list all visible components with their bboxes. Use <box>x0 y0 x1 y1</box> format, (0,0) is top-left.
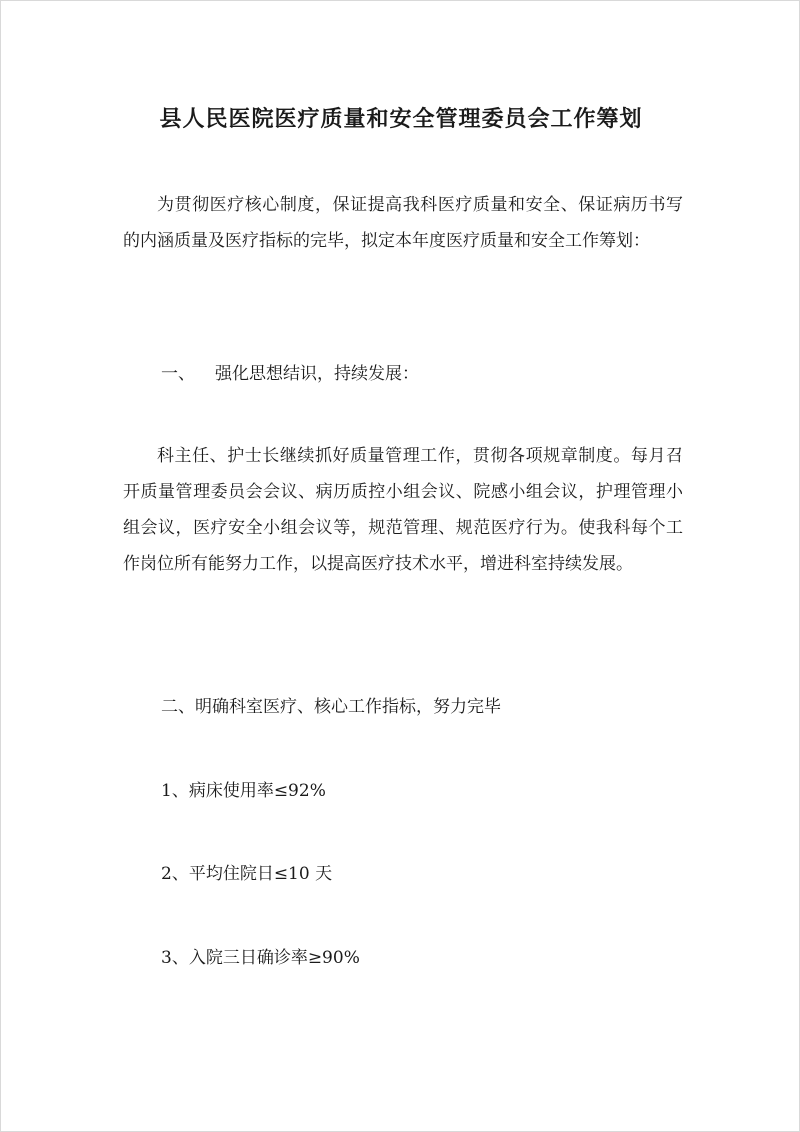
section-1-heading <box>161 356 661 392</box>
list-item-diagnosis-rate: 3、入院三日确诊率≥90% <box>161 948 360 968</box>
section-1-number: 一、 <box>161 364 195 384</box>
intro-paragraph: 为贯彻医疗核心制度，保证提高我科医疗质量和安全、保证病历书写的内涵质量及医疗指标的完毕，拟定本年度医疗质量和安全工作筹划： <box>123 195 683 251</box>
section-1-title: 强化思想结识，持续发展： <box>215 364 419 384</box>
section-1-body: 科主任、护士长继续抓好质量管理工作，贯彻各项规章制度。每月召开质量管理委员会会议、病历质控小组会议、院感小组会议，护理管理小组会议，医疗安全小组会议等，规范管理、规范医疗行为。使我科每个工作岗位所有能努力工作，以提高医疗技术水平，增进科室持续发展。 <box>123 446 683 574</box>
list-item-average-stay: 2、平均住院日≤10 天 <box>161 864 333 884</box>
section-2-heading: 二、明确科室医疗、核心工作指标，努力完毕 <box>161 697 501 717</box>
document-title: 县人民医院医疗质量和安全管理委员会工作筹划 <box>159 106 643 132</box>
list-item-bed-usage: 1、病床使用率≤92% <box>161 781 326 801</box>
